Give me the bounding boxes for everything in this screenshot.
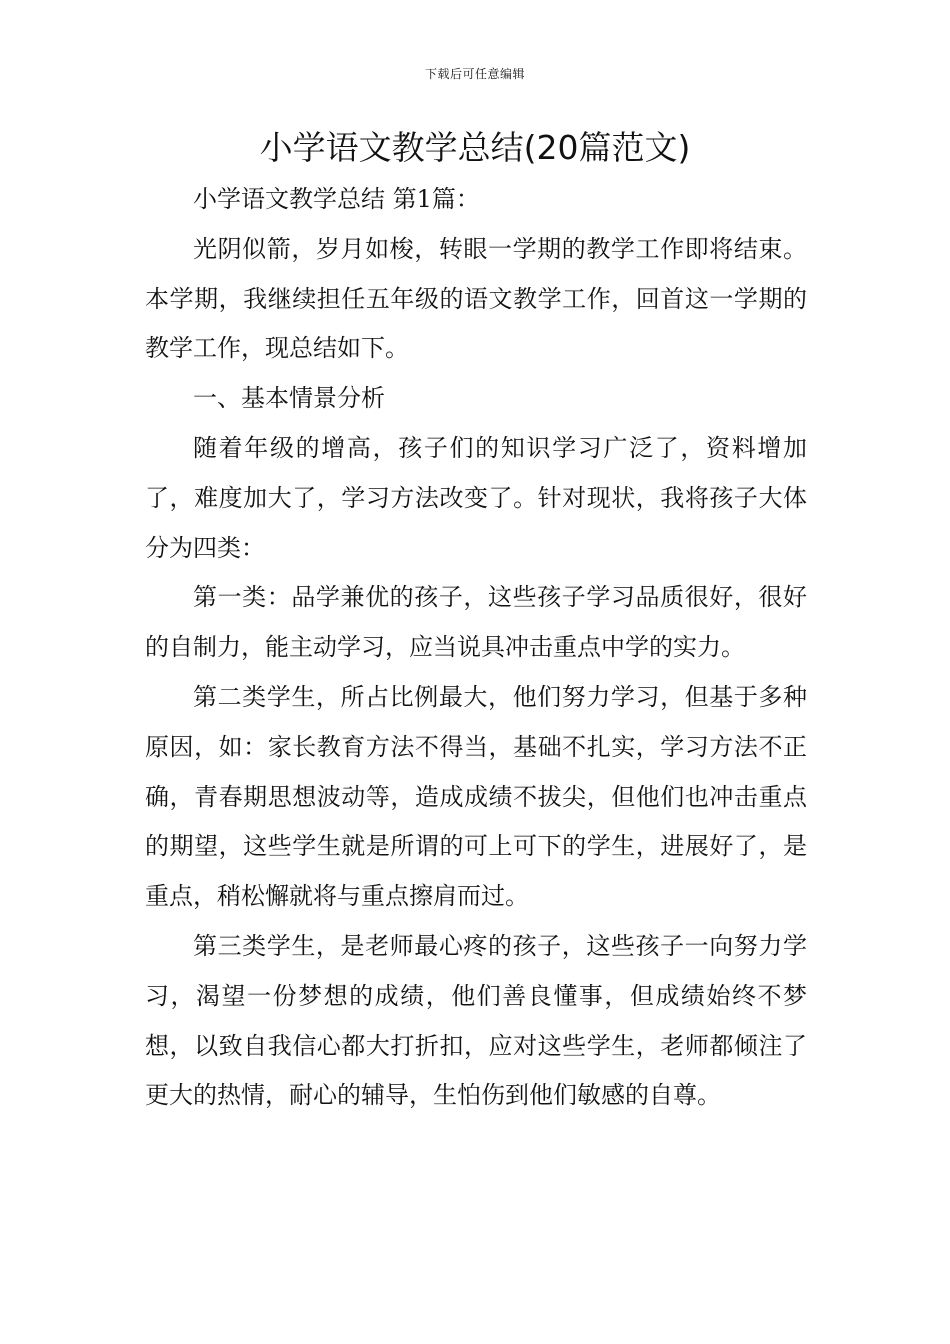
document-title: 小学语文教学总结(20篇范文) bbox=[259, 128, 691, 167]
section-heading-basic-analysis: 一、基本情景分析 bbox=[193, 384, 385, 413]
document-body bbox=[145, 175, 807, 1121]
section-heading-article-1: 小学语文教学总结 第1篇： bbox=[193, 185, 480, 213]
paragraph-category-three: 第三类学生，是老师最心疼的孩子，这些孩子一向努力学习，渴望一份梦想的成绩，他们善良懂事，但成绩始终不梦想，以致自我信心都大打折扣，应对这些学生，老师都倾注了更大的热情，耐心的辅导，生怕伤到他们敏感的自尊。 bbox=[145, 931, 807, 1110]
paragraph-category-two: 第二类学生，所占比例最大，他们努力学习，但基于多种原因，如：家长教育方法不得当，基础不扎实，学习方法不正确，青春期思想波动等，造成成绩不拔尖，但他们也冲击重点的期望，这些学生就是所谓的可上可下的学生，进展好了，是重点，稍松懈就将与重点擦肩而过。 bbox=[145, 682, 807, 911]
header-note: 下载后可任意编辑 bbox=[424, 67, 525, 81]
paragraph-category-one: 第一类：品学兼优的孩子，这些孩子学习品质很好，很好的自制力，能主动学习，应当说具冲击重点中学的实力。 bbox=[145, 583, 807, 662]
paragraph-student-overview: 随着年级的增高，孩子们的知识学习广泛了，资料增加了，难度加大了，学习方法改变了。针对现状，我将孩子大体分为四类： bbox=[145, 433, 807, 562]
paragraph-intro: 光阴似箭，岁月如梭，转眼一学期的教学工作即将结束。本学期，我继续担任五年级的语文教学工作，回首这一学期的教学工作，现总结如下。 bbox=[145, 234, 807, 363]
